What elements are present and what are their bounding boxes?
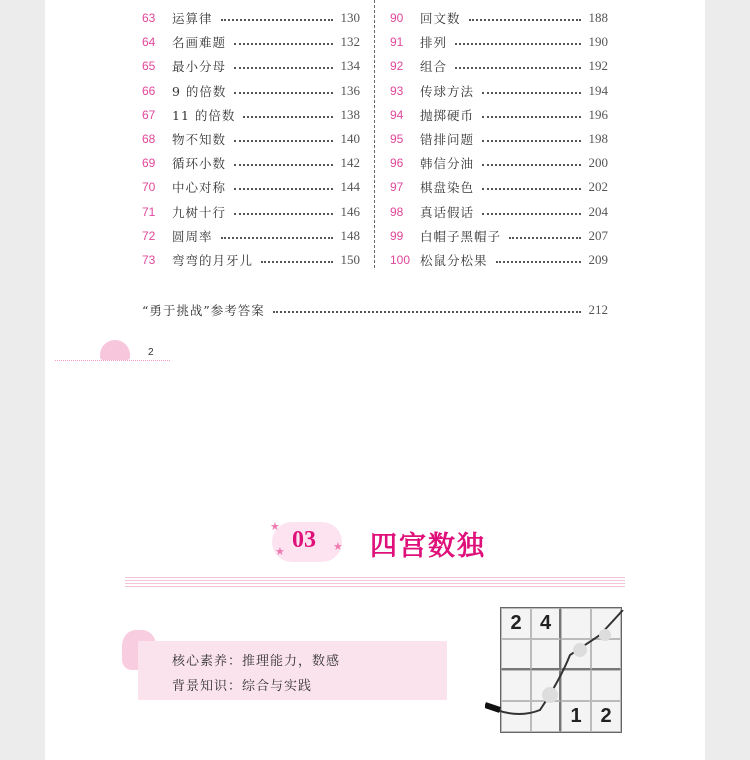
leader-dots xyxy=(482,213,580,215)
entry-number: 65 xyxy=(142,59,156,74)
entry-page: 138 xyxy=(340,106,360,122)
answers-entry[interactable] xyxy=(142,300,608,320)
entry-title: 弯弯的月牙儿 xyxy=(172,253,254,268)
toc-entry[interactable] xyxy=(142,56,360,76)
sudoku-cell xyxy=(531,701,561,732)
entry-number: 97 xyxy=(390,180,404,195)
leader-dots xyxy=(469,19,581,21)
leader-dots xyxy=(455,67,580,69)
leader-dots xyxy=(243,116,332,118)
entry-title: 棋盘染色 xyxy=(420,180,475,196)
toc-entry[interactable] xyxy=(142,177,360,197)
toc-entry[interactable] xyxy=(390,32,608,52)
leader-dots xyxy=(221,19,333,21)
entry-title: 组合 xyxy=(420,59,448,75)
leader-dots xyxy=(221,237,333,239)
background-knowledge: 背景知识：综合与实践 xyxy=(172,679,313,694)
entry-page: 194 xyxy=(588,82,608,98)
star-icon: ★ xyxy=(333,540,343,553)
toc-entry[interactable] xyxy=(390,56,608,76)
sudoku-cell xyxy=(531,670,561,701)
sudoku-cell xyxy=(591,639,621,670)
sudoku-cell: 4 xyxy=(531,608,561,639)
entry-title: 中心对称 xyxy=(172,180,227,196)
entry-number: 100 xyxy=(390,253,411,267)
entry-title: 白帽子黑帽子 xyxy=(420,228,502,244)
toc-entry[interactable] xyxy=(390,81,608,101)
star-icon: ★ xyxy=(275,545,285,558)
sudoku-cell xyxy=(501,701,531,732)
entry-title: 错排问题 xyxy=(420,132,475,147)
entry-title: 圆周率 xyxy=(172,228,213,244)
entry-page: 134 xyxy=(340,58,360,74)
entry-number: 98 xyxy=(390,204,404,219)
sudoku-cell xyxy=(561,639,591,670)
entry-title: 排列 xyxy=(420,35,448,51)
toc-entry[interactable] xyxy=(390,105,608,125)
entry-title: 抛掷硬币 xyxy=(420,107,475,123)
wave-decoration xyxy=(55,360,170,361)
entry-page: 204 xyxy=(588,203,608,219)
entry-number: 93 xyxy=(390,83,404,98)
entry-number: 66 xyxy=(142,83,156,98)
entry-title: 9 的倍数 xyxy=(172,83,227,99)
entry-page: 202 xyxy=(588,179,608,195)
entry-number: 95 xyxy=(390,132,404,146)
chapter-number: 03 xyxy=(292,527,316,553)
dotted-band xyxy=(125,575,625,589)
entry-title: 传球方法 xyxy=(420,83,475,99)
info-box xyxy=(138,641,447,700)
entry-number: 99 xyxy=(390,228,404,243)
entry-page: 209 xyxy=(588,252,608,267)
entry-number: 63 xyxy=(142,11,156,25)
column-divider xyxy=(374,0,375,268)
entry-title: 回文数 xyxy=(420,11,461,26)
sudoku-cell xyxy=(591,608,621,639)
leader-dots xyxy=(509,237,580,239)
leader-dots xyxy=(482,116,580,118)
entry-page: 144 xyxy=(340,179,360,195)
entry-title: 韩信分油 xyxy=(420,156,475,172)
entry-page: 136 xyxy=(340,82,360,98)
entry-page: 150 xyxy=(340,252,360,267)
entry-number: 70 xyxy=(142,180,156,195)
entry-page: 196 xyxy=(588,106,608,122)
chapter-title: 四宫数独 xyxy=(370,531,486,562)
toc-entry[interactable] xyxy=(390,129,608,149)
leader-dots xyxy=(273,311,581,313)
sudoku-cell xyxy=(531,639,561,670)
leader-dots xyxy=(234,140,332,142)
entry-page: 207 xyxy=(588,227,608,243)
sudoku-cell xyxy=(561,670,591,701)
sudoku-grid xyxy=(500,607,622,733)
entry-title: 最小分母 xyxy=(172,59,227,75)
core-literacy: 核心素养：推理能力，数感 xyxy=(172,654,341,669)
toc-entry[interactable] xyxy=(142,81,360,101)
entry-number: 94 xyxy=(390,107,404,122)
entry-page: 190 xyxy=(588,34,608,50)
toc-entry[interactable] xyxy=(142,8,360,28)
entry-title: 真话假话 xyxy=(420,204,475,220)
entry-title: 九树十行 xyxy=(172,204,227,220)
entry-number: 90 xyxy=(390,11,404,25)
entry-number: 71 xyxy=(142,204,156,219)
sudoku-cell: 2 xyxy=(591,701,621,732)
sudoku-cell xyxy=(501,670,531,701)
toc-entry[interactable] xyxy=(390,202,608,222)
leader-dots xyxy=(482,188,580,190)
entry-number: 92 xyxy=(390,59,404,74)
entry-number: 69 xyxy=(142,156,156,171)
entry-page: 188 xyxy=(588,10,608,25)
leader-dots xyxy=(482,164,580,166)
leader-dots xyxy=(234,43,332,45)
entry-page: 142 xyxy=(340,155,360,171)
toc-entry[interactable] xyxy=(142,250,360,270)
toc-entry[interactable] xyxy=(142,202,360,222)
sudoku-cell xyxy=(591,670,621,701)
leader-dots xyxy=(455,43,580,45)
entry-page: 146 xyxy=(340,203,360,219)
leader-dots xyxy=(261,261,332,263)
entry-number: 64 xyxy=(142,35,156,50)
entry-page: 192 xyxy=(588,58,608,74)
entry-number: 73 xyxy=(142,253,156,267)
toc-entry[interactable] xyxy=(390,226,608,246)
entry-page: 132 xyxy=(340,34,360,50)
leader-dots xyxy=(234,164,332,166)
entry-number: 91 xyxy=(390,35,404,50)
page-number: 2 xyxy=(148,347,154,358)
leader-dots xyxy=(496,261,581,263)
entry-number: 67 xyxy=(142,107,156,122)
entry-page: 140 xyxy=(340,131,360,146)
entry-title: 名画难题 xyxy=(172,35,227,51)
entry-title: 松鼠分松果 xyxy=(420,253,488,268)
toc-entry[interactable] xyxy=(142,153,360,173)
entry-page: 198 xyxy=(588,131,608,146)
entry-page: 148 xyxy=(340,227,360,243)
answers-title: “勇于挑战”参考答案 xyxy=(142,303,265,318)
answers-page: 212 xyxy=(588,302,608,317)
entry-title: 运算律 xyxy=(172,11,213,26)
leader-dots xyxy=(234,67,332,69)
leader-dots xyxy=(234,213,332,215)
leader-dots xyxy=(482,140,580,142)
sudoku-cell: 1 xyxy=(561,701,591,732)
leader-dots xyxy=(482,92,580,94)
entry-page: 130 xyxy=(340,10,360,25)
entry-number: 68 xyxy=(142,132,156,146)
toc-entry[interactable] xyxy=(390,153,608,173)
entry-number: 72 xyxy=(142,228,156,243)
toc-entry[interactable] xyxy=(142,105,360,125)
sudoku-cell: 2 xyxy=(501,608,531,639)
entry-number: 96 xyxy=(390,156,404,171)
entry-title: 物不知数 xyxy=(172,132,227,147)
toc-entry[interactable] xyxy=(390,8,608,28)
leader-dots xyxy=(234,92,332,94)
sudoku-cell xyxy=(561,608,591,639)
toc-entry[interactable] xyxy=(142,226,360,246)
star-icon: ★ xyxy=(270,520,280,533)
toc-entry[interactable] xyxy=(390,177,608,197)
entry-title: 11 的倍数 xyxy=(172,107,236,123)
entry-page: 200 xyxy=(588,155,608,171)
toc-entry[interactable] xyxy=(142,32,360,52)
leader-dots xyxy=(234,188,332,190)
toc-entry[interactable] xyxy=(142,129,360,149)
sudoku-cell xyxy=(501,639,531,670)
entry-title: 循环小数 xyxy=(172,156,227,172)
toc-entry[interactable] xyxy=(390,250,608,270)
